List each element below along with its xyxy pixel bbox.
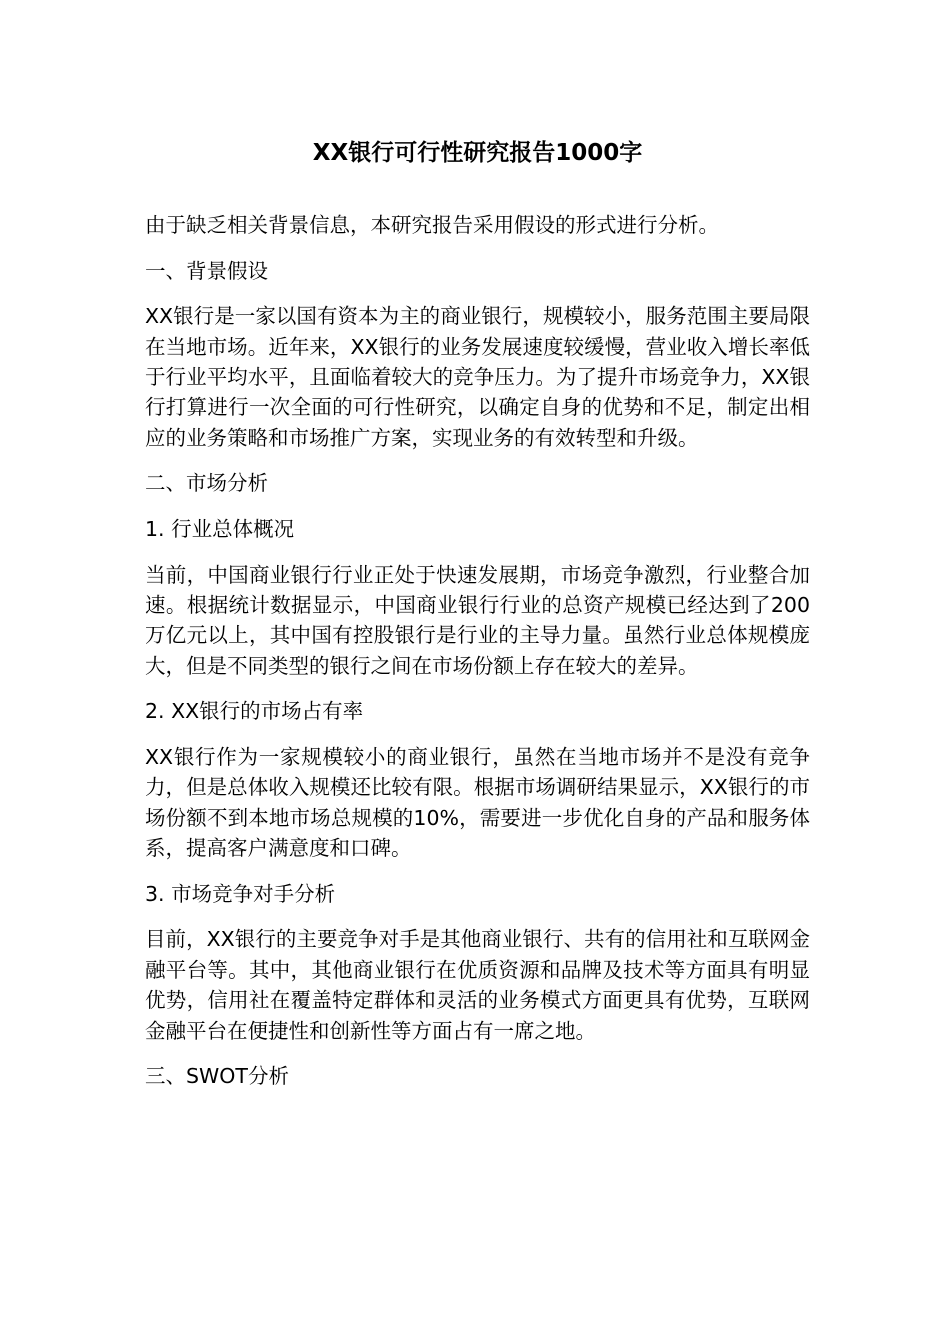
paragraph-intro: 由于缺乏相关背景信息，本研究报告采用假设的形式进行分析。 [145,213,719,237]
paragraph-industry-overview: 当前，中国商业银行行业正处于快速发展期，市场竞争激烈，行业整合加速。根据统计数据显示，中国商业银行行业的总资产规模已经达到了200万亿元以上，其中国有控股银行是行业的主导力量。虽然行业总体规模庞大，但是不同类型的银行之间在市场份额上存在较大的差异。 [145,562,810,678]
subheading-market-share: 2. XX银行的市场占有率 [145,699,364,724]
heading-swot: 三、SWOT分析 [145,1064,289,1089]
document-title: XX银行可行性研究报告1000字 [312,140,643,166]
heading-market-analysis: 二、市场分析 [145,471,268,496]
heading-background: 一、背景假设 [145,258,268,283]
subheading-competitors: 3. 市场竞争对手分析 [145,881,336,906]
paragraph-background: XX银行是一家以国有资本为主的商业银行，规模较小，服务范围主要局限在当地市场。近年来，XX银行的业务发展速度较缓慢，营业收入增长率低于行业平均水平，且面临着较大的竞争压力。为了提升市场竞争力，XX银行打算进行一次全面的可行性研究，以确定自身的优势和不足，制定出相应的业务策略和市场推广方案，实现业务的有效转型和升级。 [145,304,810,450]
subheading-industry-overview: 1. 行业总体概况 [145,517,295,541]
paragraph-competitors: 目前，XX银行的主要竞争对手是其他商业银行、共有的信用社和互联网金融平台等。其中，其他商业银行在优质资源和品牌及技术等方面具有明显优势，信用社在覆盖特定群体和灵活的业务模式方面更具有优势，互联网金融平台在便捷性和创新性等方面占有一席之地。 [145,927,810,1043]
paragraph-market-share: XX银行作为一家规模较小的商业银行，虽然在当地市场并不是没有竞争力，但是总体收入规模还比较有限。根据市场调研结果显示，XX银行的市场份额不到本地市场总规模的10%，需要进一步优化自身的产品和服务体系，提高客户满意度和口碑。 [145,745,810,861]
document-body [145,210,810,1107]
